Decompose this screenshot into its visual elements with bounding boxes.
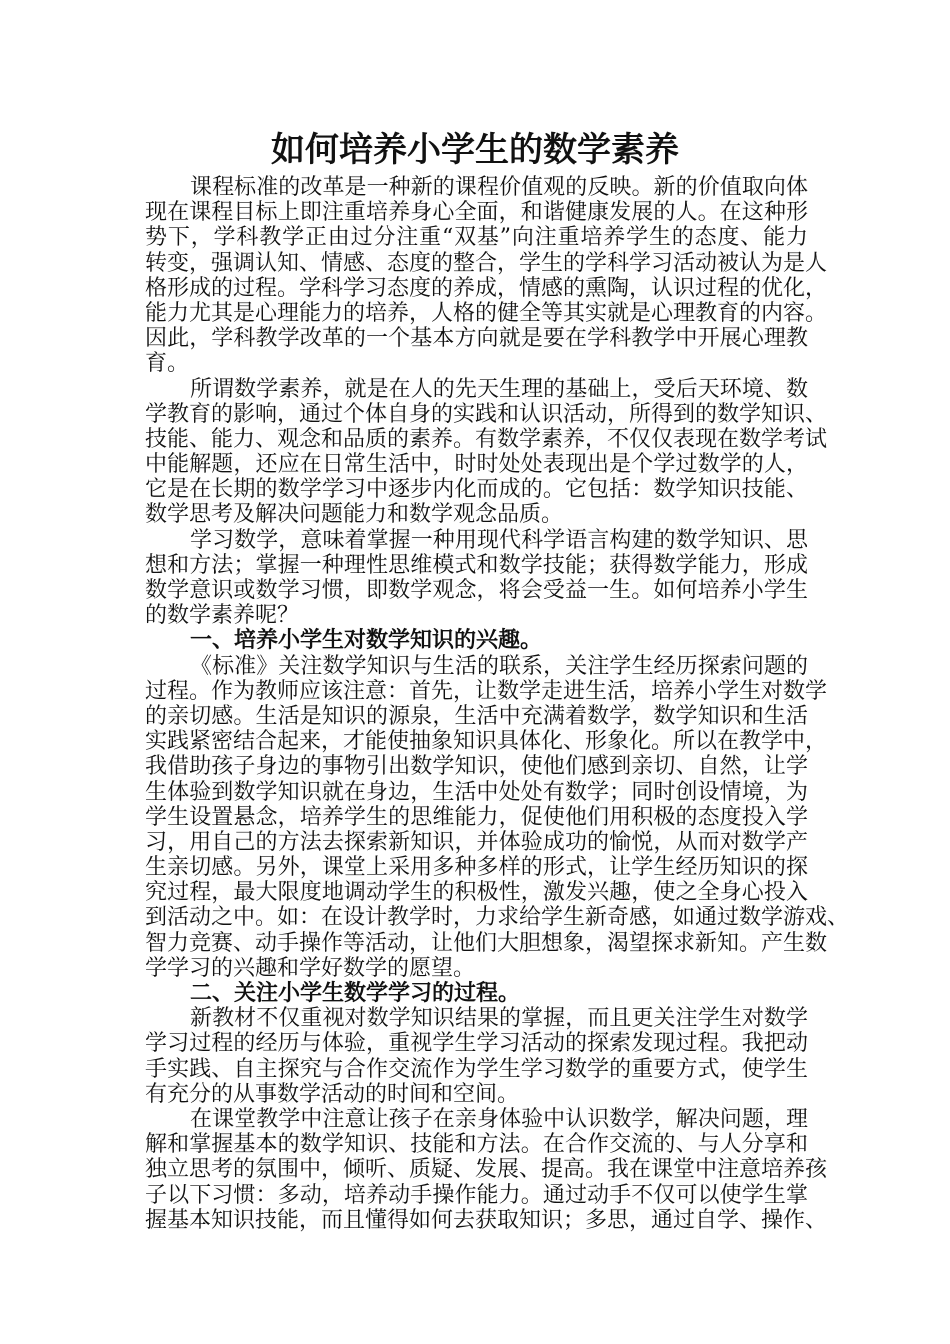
text-line: 数学思考及解决问题能力和数学观念品质。 — [145, 502, 564, 528]
paragraph — [145, 528, 808, 629]
text-line: 我借助孩子身边的事物引出数学知识，使他们感到亲切、自然，让学 — [145, 754, 808, 780]
text-line: 课程标准的改革是一种新的课程价值观的反映。新的价值取向体 — [190, 175, 808, 200]
text-line: 所谓数学素养，就是在人的先天生理的基础上，受后天环境、数 — [190, 376, 808, 402]
text-line: 转变，强调认知、情感、态度的整合，学生的学科学习活动被认为是人 — [145, 250, 828, 276]
text-line: 学学习的兴趣和学好数学的愿望。 — [145, 955, 476, 981]
text-line: 学生设置悬念，培养学生的思维能力，促使他们用积极的态度投入学 — [145, 804, 808, 830]
text-line: 实践紧密结合起来，才能使抽象知识具体化、形象化。所以在教学中， — [145, 729, 828, 755]
text-line: 格形成的过程。学科学习态度的养成，情感的熏陶，认识过程的优化， — [145, 275, 828, 301]
text-line: 解和掌握基本的数学知识、技能和方法。在合作交流的、与人分享和 — [145, 1132, 808, 1158]
text-line: 它是在长期的数学学习中逐步内化而成的。它包括：数学知识技能、 — [145, 477, 808, 503]
paragraph — [145, 376, 828, 528]
text-line: 习，用自己的方法去探索新知识，并体验成功的愉悦，从而对数学产 — [145, 829, 808, 855]
text-line: 的数学素养呢？ — [145, 603, 300, 629]
text-line: 技能、能力、观念和品质的素养。有数学素养，不仅仅表现在数学考试 — [145, 426, 828, 452]
document-title: 如何培养小学生的数学素养 — [271, 130, 679, 170]
text-line: 有充分的从事数学活动的时间和空间。 — [145, 1081, 520, 1107]
text-line: 智力竞赛、动手操作等活动，让他们大胆想象，渴望探求新知。产生数 — [145, 930, 828, 956]
paragraph — [145, 175, 828, 377]
text-line: 能力尤其是心理能力的培养，人格的健全等其实就是心理教育的内容。 — [145, 300, 828, 326]
text-line: 到活动之中。如：在设计教学时，力求给学生新奇感，如通过数学游戏、 — [145, 905, 850, 931]
text-line: 一、培养小学生对数学知识的兴趣。 — [190, 627, 543, 654]
text-line: 子以下习惯：多动，培养动手操作能力。通过动手不仅可以使学生掌 — [145, 1182, 808, 1208]
text-line: 想和方法；掌握一种理性思维模式和数学技能；获得数学能力，形成 — [145, 552, 808, 578]
text-line: 学习数学，意味着掌握一种用现代科学语言构建的数学知识、思 — [190, 527, 808, 553]
text-line: 育。 — [145, 351, 190, 377]
text-line: 生亲切感。另外，课堂上采用多种多样的形式，让学生经历知识的探 — [145, 855, 808, 881]
text-line: 独立思考的氛围中，倾听、质疑、发展、提高。我在课堂中注意培养孩 — [145, 1157, 828, 1183]
text-line: 过程。作为教师应该注意：首先，让数学走进生活，培养小学生对数学 — [145, 678, 828, 704]
text-line: 中能解题，还应在日常生活中，时时处处表现出是个学过数学的人， — [145, 452, 808, 478]
text-line: 二、关注小学生数学学习的过程。 — [190, 980, 521, 1006]
text-line: 握基本知识技能，而且懂得如何去获取知识；多思，通过自学、操作、 — [145, 1207, 828, 1233]
text-line: 《标准》关注数学知识与生活的联系，关注学生经历探索问题的 — [190, 653, 808, 679]
paragraph — [145, 653, 850, 981]
paragraph — [145, 1106, 828, 1233]
text-line: 究过程，最大限度地调动学生的积极性，激发兴趣，使之全身心投入 — [145, 880, 808, 906]
text-line: 学习过程的经历与体验，重视学生学习活动的探索发现过程。我把动 — [145, 1031, 808, 1057]
text-line: 势下，学科教学正由过分注重“双基”向注重培养学生的态度、能力 — [145, 225, 808, 251]
text-line: 因此，学科教学改革的一个基本方向就是要在学科教学中开展心理教 — [145, 326, 808, 352]
section-heading — [145, 981, 808, 1006]
text-line: 生体验到数学知识就在身边，生活中处处有数学；同时创设情境，为 — [145, 779, 808, 805]
paragraph — [145, 1006, 808, 1107]
text-line: 手实践、自主探究与合作交流作为学生学习数学的重要方式，使学生 — [145, 1056, 808, 1082]
section-heading — [145, 628, 808, 653]
text-line: 数学意识或数学习惯，即数学观念，将会受益一生。如何培养小学生 — [145, 578, 808, 603]
text-line: 学教育的影响，通过个体自身的实践和认识活动，所得到的数学知识、 — [145, 401, 828, 427]
text-line: 在课堂教学中注意让孩子在亲身体验中认识数学，解决问题，理 — [190, 1106, 808, 1132]
text-line: 新教材不仅重视对数学知识结果的掌握，而且更关注学生对数学 — [190, 1006, 808, 1032]
text-line: 的亲切感。生活是知识的源泉，生活中充满着数学，数学知识和生活 — [145, 703, 808, 729]
text-line: 现在课程目标上即注重培养身心全面，和谐健康发展的人。在这种形 — [145, 200, 808, 226]
document-body — [145, 175, 850, 1233]
